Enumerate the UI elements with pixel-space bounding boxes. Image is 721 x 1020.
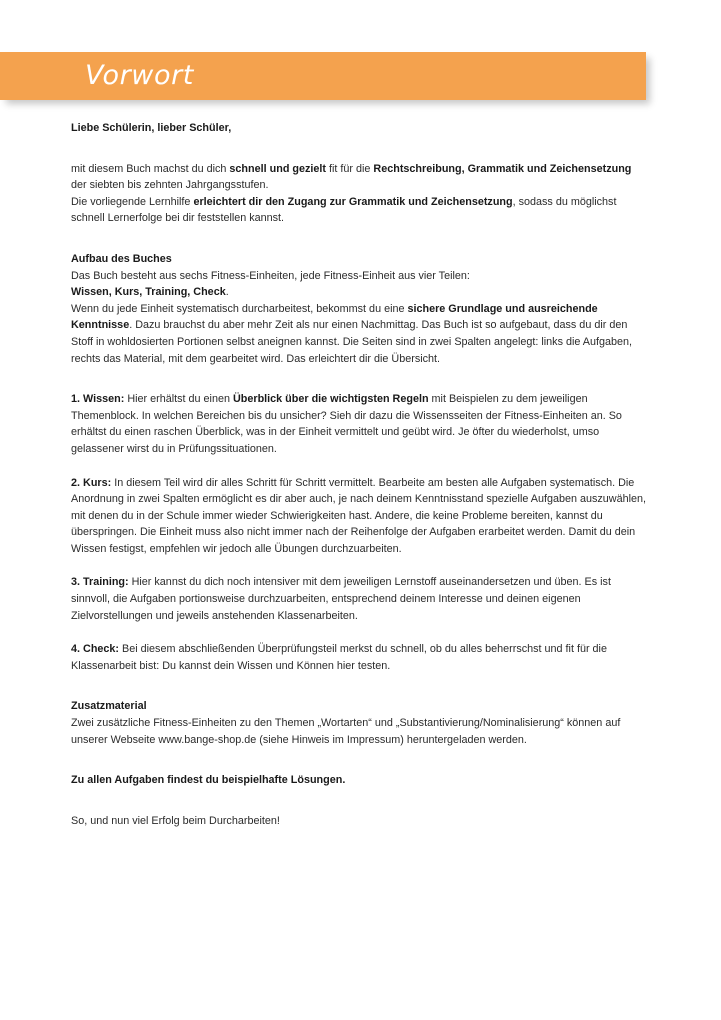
section-wissen-text-b: mit Beispielen zu dem jeweiligen Themenblock. In welchen Bereichen bis du unsicher? Sieh dir dazu die Wissensseiten der Fitness-Einheiten an. So erhältst du einen raschen Überblick, was in der Einheit vermittelt und geübt wird. Je öfter du wiederholst, umso gelassener wirst du in Prüfungssituationen. [71, 393, 622, 455]
spacer [71, 458, 649, 475]
spacer [71, 557, 649, 574]
aufbau-parts-tail: . [225, 286, 229, 299]
section-heading-aufbau: Aufbau des Buches [71, 252, 172, 265]
aufbau-line-3 [71, 301, 649, 367]
intro2-text-a: Die vorliegende Lernhilfe [71, 195, 194, 208]
section-wissen-title: Wissen: [83, 393, 125, 406]
section-training [71, 574, 649, 624]
intro-text-e: der siebten bis zehnten Jahrgangsstufen. [71, 179, 269, 192]
section-heading-zusatzmaterial: Zusatzmaterial [71, 700, 147, 713]
section-training-title: Training: [83, 576, 129, 589]
section-training-text-a: Hier kannst du dich noch intensiver mit dem jeweiligen Lernstoff auseinandersetzen und üben. Es ist sinnvoll, die Aufgaben portionsweise durchzuarbeiten, entsprechend deinem Interesse und deinen eigenen Zielvorstellungen und jeweils anstehenden Klassenarbeiten. [71, 576, 611, 622]
zusatzmaterial-text: Zwei zusätzliche Fitness-Einheiten zu den Themen „Wortarten“ und „Substantivierung/Nominalisierung“ können auf unserer Webseite www.bange-shop.de (siehe Hinweis im Impressum) heruntergeladen werden. [71, 717, 621, 746]
spacer [71, 227, 649, 251]
intro2-text-c: , sodass du möglichst schnell Lernerfolge bei dir feststellen kannst. [71, 195, 617, 225]
intro2-bold: erleichtert dir den Zugang zur Grammatik und Zeichensetzung [193, 195, 513, 208]
closing-line: So, und nun viel Erfolg beim Durcharbeiten! [71, 814, 280, 827]
section-training-number: 3. [71, 576, 84, 589]
solutions-note: Zu allen Aufgaben findest du beispielhafte Lösungen. [71, 774, 346, 787]
aufbau3-a: Wenn du jede Einheit systematisch durcharbeitest, bekommst du eine [71, 302, 408, 315]
spacer [71, 137, 649, 161]
spacer [71, 367, 649, 391]
section-check-text-a: Bei diesem abschließenden Überprüfungsteil merkst du schnell, ob du alles beherrschst und fit für die Klassenarbeit bist: Du kannst dein Wissen und Können hier testen. [71, 643, 607, 672]
intro-bold-1: schnell und gezielt [229, 162, 327, 175]
intro-paragraph-1 [71, 161, 649, 194]
preface-content [71, 120, 649, 829]
spacer [71, 748, 649, 772]
intro-paragraph-2 [71, 194, 649, 227]
aufbau-line-1: Das Buch besteht aus sechs Fitness-Einheiten, jede Fitness-Einheit aus vier Teilen: [71, 269, 470, 282]
section-wissen-text-a: Hier erhältst du einen [124, 393, 233, 406]
section-check-number: 4. [71, 643, 84, 656]
section-kurs-title: Kurs: [83, 476, 112, 489]
page-title: Vorwort [85, 59, 194, 91]
intro-text-a: mit diesem Buch machst du dich [71, 162, 230, 175]
aufbau-line-2 [71, 284, 649, 301]
section-check-title: Check: [83, 643, 120, 656]
section-kurs-text-a: In diesem Teil wird dir alles Schritt für Schritt vermittelt. Bearbeite am besten alle Aufgaben systematisch. Die Anordnung in zwei Spalten ermöglicht es dir aber auch, je nach deinem Kenntnisstand spezielle Aufgaben auszuwählen, mit denen du in der Schule immer wieder Schwierigkeiten hast. Andere, die keine Probleme bereiten, kannst du überspringen. Die Einheit muss also nicht immer nach der Reihenfolge der Aufgaben erarbeitet werden. Damit du dein Wissen festigst, empfehlen wir jedoch alle Übungen durchzuarbeiten. [71, 476, 647, 555]
section-kurs [71, 475, 649, 558]
intro-bold-2: Rechtschreibung, Grammatik und Zeichensetzung [373, 162, 632, 175]
section-wissen-number: 1. [71, 393, 84, 406]
section-wissen-bold: Überblick über die wichtigsten Regeln [232, 393, 429, 406]
section-kurs-number: 2. [71, 476, 84, 489]
aufbau3-c: . Dazu brauchst du aber mehr Zeit als nur einen Nachmittag. Das Buch ist so aufgebaut, dass du dir den Stoff in wohldosierten Portionen selbst aneignen kannst. Die Seiten sind in zwei Spalten angelegt: links die Aufgaben, rechts das Material, mit dem gearbeitet wird. Das erleichtert dir die Übersicht. [71, 319, 633, 365]
aufbau-parts-bold: Wissen, Kurs, Training, Check [71, 286, 226, 299]
section-check [71, 641, 649, 674]
section-wissen [71, 391, 649, 457]
salutation: Liebe Schülerin, lieber Schüler, [71, 122, 232, 134]
intro-text-c: fit für die [326, 162, 374, 175]
aufbau3-bold: sichere Grundlage und ausreichende Kenntnisse [71, 302, 598, 332]
spacer [71, 789, 649, 813]
page-header-band [0, 52, 646, 100]
spacer [71, 674, 649, 698]
spacer [71, 624, 649, 641]
